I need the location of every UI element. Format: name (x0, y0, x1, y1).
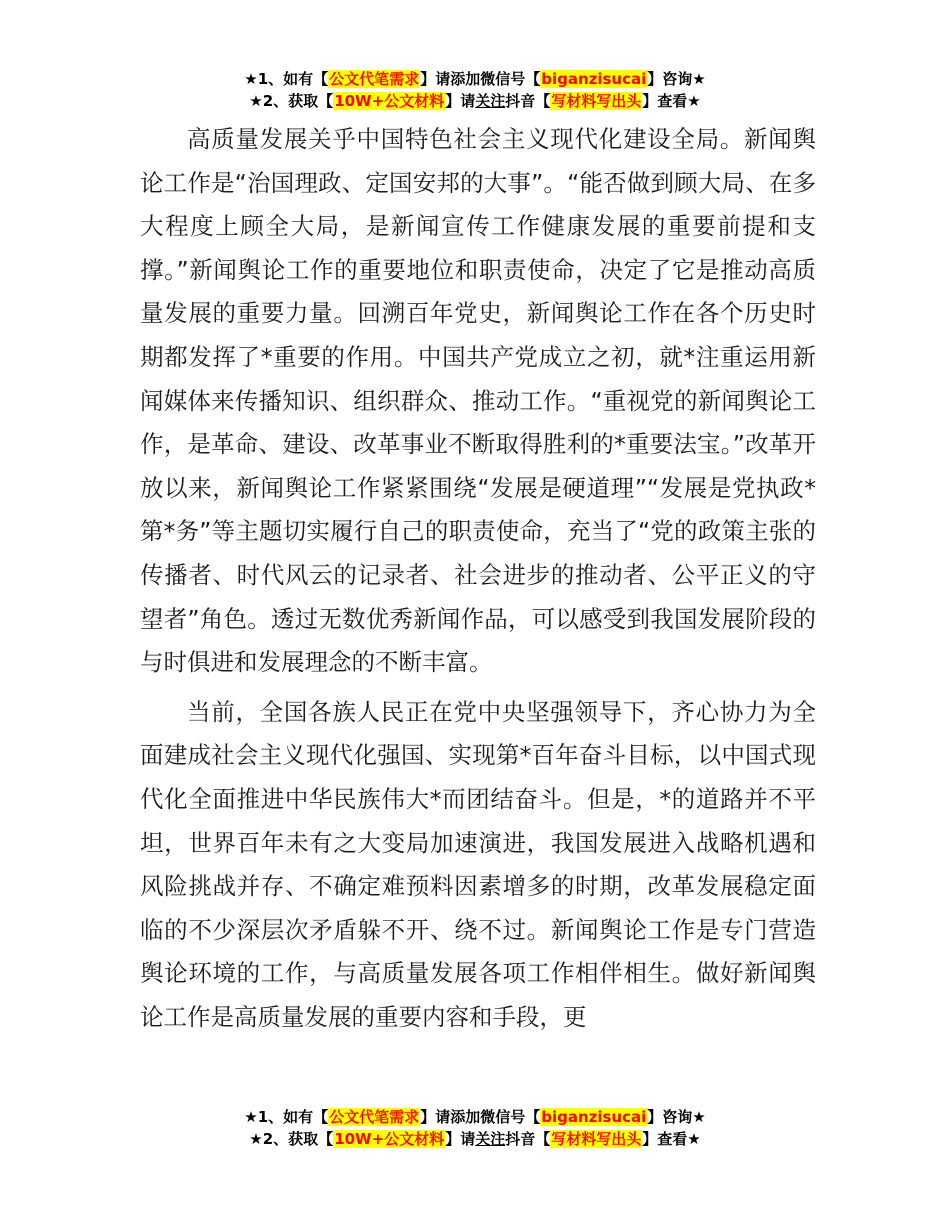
wechat-id-highlight: biganzisucai (541, 70, 647, 88)
ghostwriting-highlight: 公文代笔需求 (329, 1108, 420, 1126)
follow-underlined: 关注 (475, 1130, 506, 1148)
materials-highlight: 10W+公文材料 (334, 92, 445, 110)
paragraph-2: 当前，全国各族人民正在党中央坚强领导下，齐心协力为全面建成社会主义现代化强国、实现第*百年奋斗目标，以中国式现代化全面推进中华民族伟大*而团结奋斗。但是，*的道路并不平坦，世界百年未有之大变局加速演进，我国发展进入战略机遇和风险挑战并存、不确定难预料因素增多的时期，改革发展稳定面临的不少深层次矛盾躲不开、绕不过。新闻舆论工作是专门营造舆论环境的工作，与高质量发展各项工作相伴相生。做好新闻舆论工作是高质量发展的重要内容和手段，更 (140, 697, 816, 1031)
douyin-account-highlight: 写材料写出头 (551, 1130, 642, 1148)
promo-line-2: ★2、获取【10W+公文材料】请关注抖音【写材料写出头】查看★ (249, 1130, 701, 1148)
ghostwriting-highlight: 公文代笔需求 (329, 70, 420, 88)
document-body (140, 118, 816, 1045)
follow-underlined: 关注 (475, 92, 506, 110)
douyin-account-highlight: 写材料写出头 (551, 92, 642, 110)
paragraph-1: 高质量发展关乎中国特色社会主义现代化建设全局。新闻舆论工作是“治国理政、定国安邦的大事”。“能否做到顾大局、在多大程度上顾全大局，是新闻宣传工作健康发展的重要前提和支撑。”新闻舆论工作的重要地位和职责使命，决定了它是推动高质量发展的重要力量。回溯百年党史，新闻舆论工作在各个历史时期都发挥了*重要的作用。中国共产党成立之初，就*注重运用新闻媒体来传播知识、组织群众、推动工作。“重视党的新闻舆论工作，是革命、建设、改革事业不断取得胜利的*重要法宝。”改革开放以来，新闻舆论工作紧紧围绕“发展是硬道理”“发展是党执政*第*务”等主题切实履行自己的职责使命，充当了“党的政策主张的传播者、时代风云的记录者、社会进步的推动者、公平正义的守望者”角色。透过无数优秀新闻作品，可以感受到我国发展阶段的与时俱进和发展理念的不断丰富。 (140, 125, 816, 677)
promo-line-1: ★1、如有【公文代笔需求】请添加微信号【biganzisucai】咨询★ (244, 70, 706, 88)
promo-line-2: ★2、获取【10W+公文材料】请关注抖音【写材料写出头】查看★ (249, 92, 701, 110)
promo-line-1: ★1、如有【公文代笔需求】请添加微信号【biganzisucai】咨询★ (244, 1108, 706, 1126)
promo-header (0, 68, 950, 112)
wechat-id-highlight: biganzisucai (541, 1108, 647, 1126)
materials-highlight: 10W+公文材料 (334, 1130, 445, 1148)
promo-footer (0, 1106, 950, 1150)
